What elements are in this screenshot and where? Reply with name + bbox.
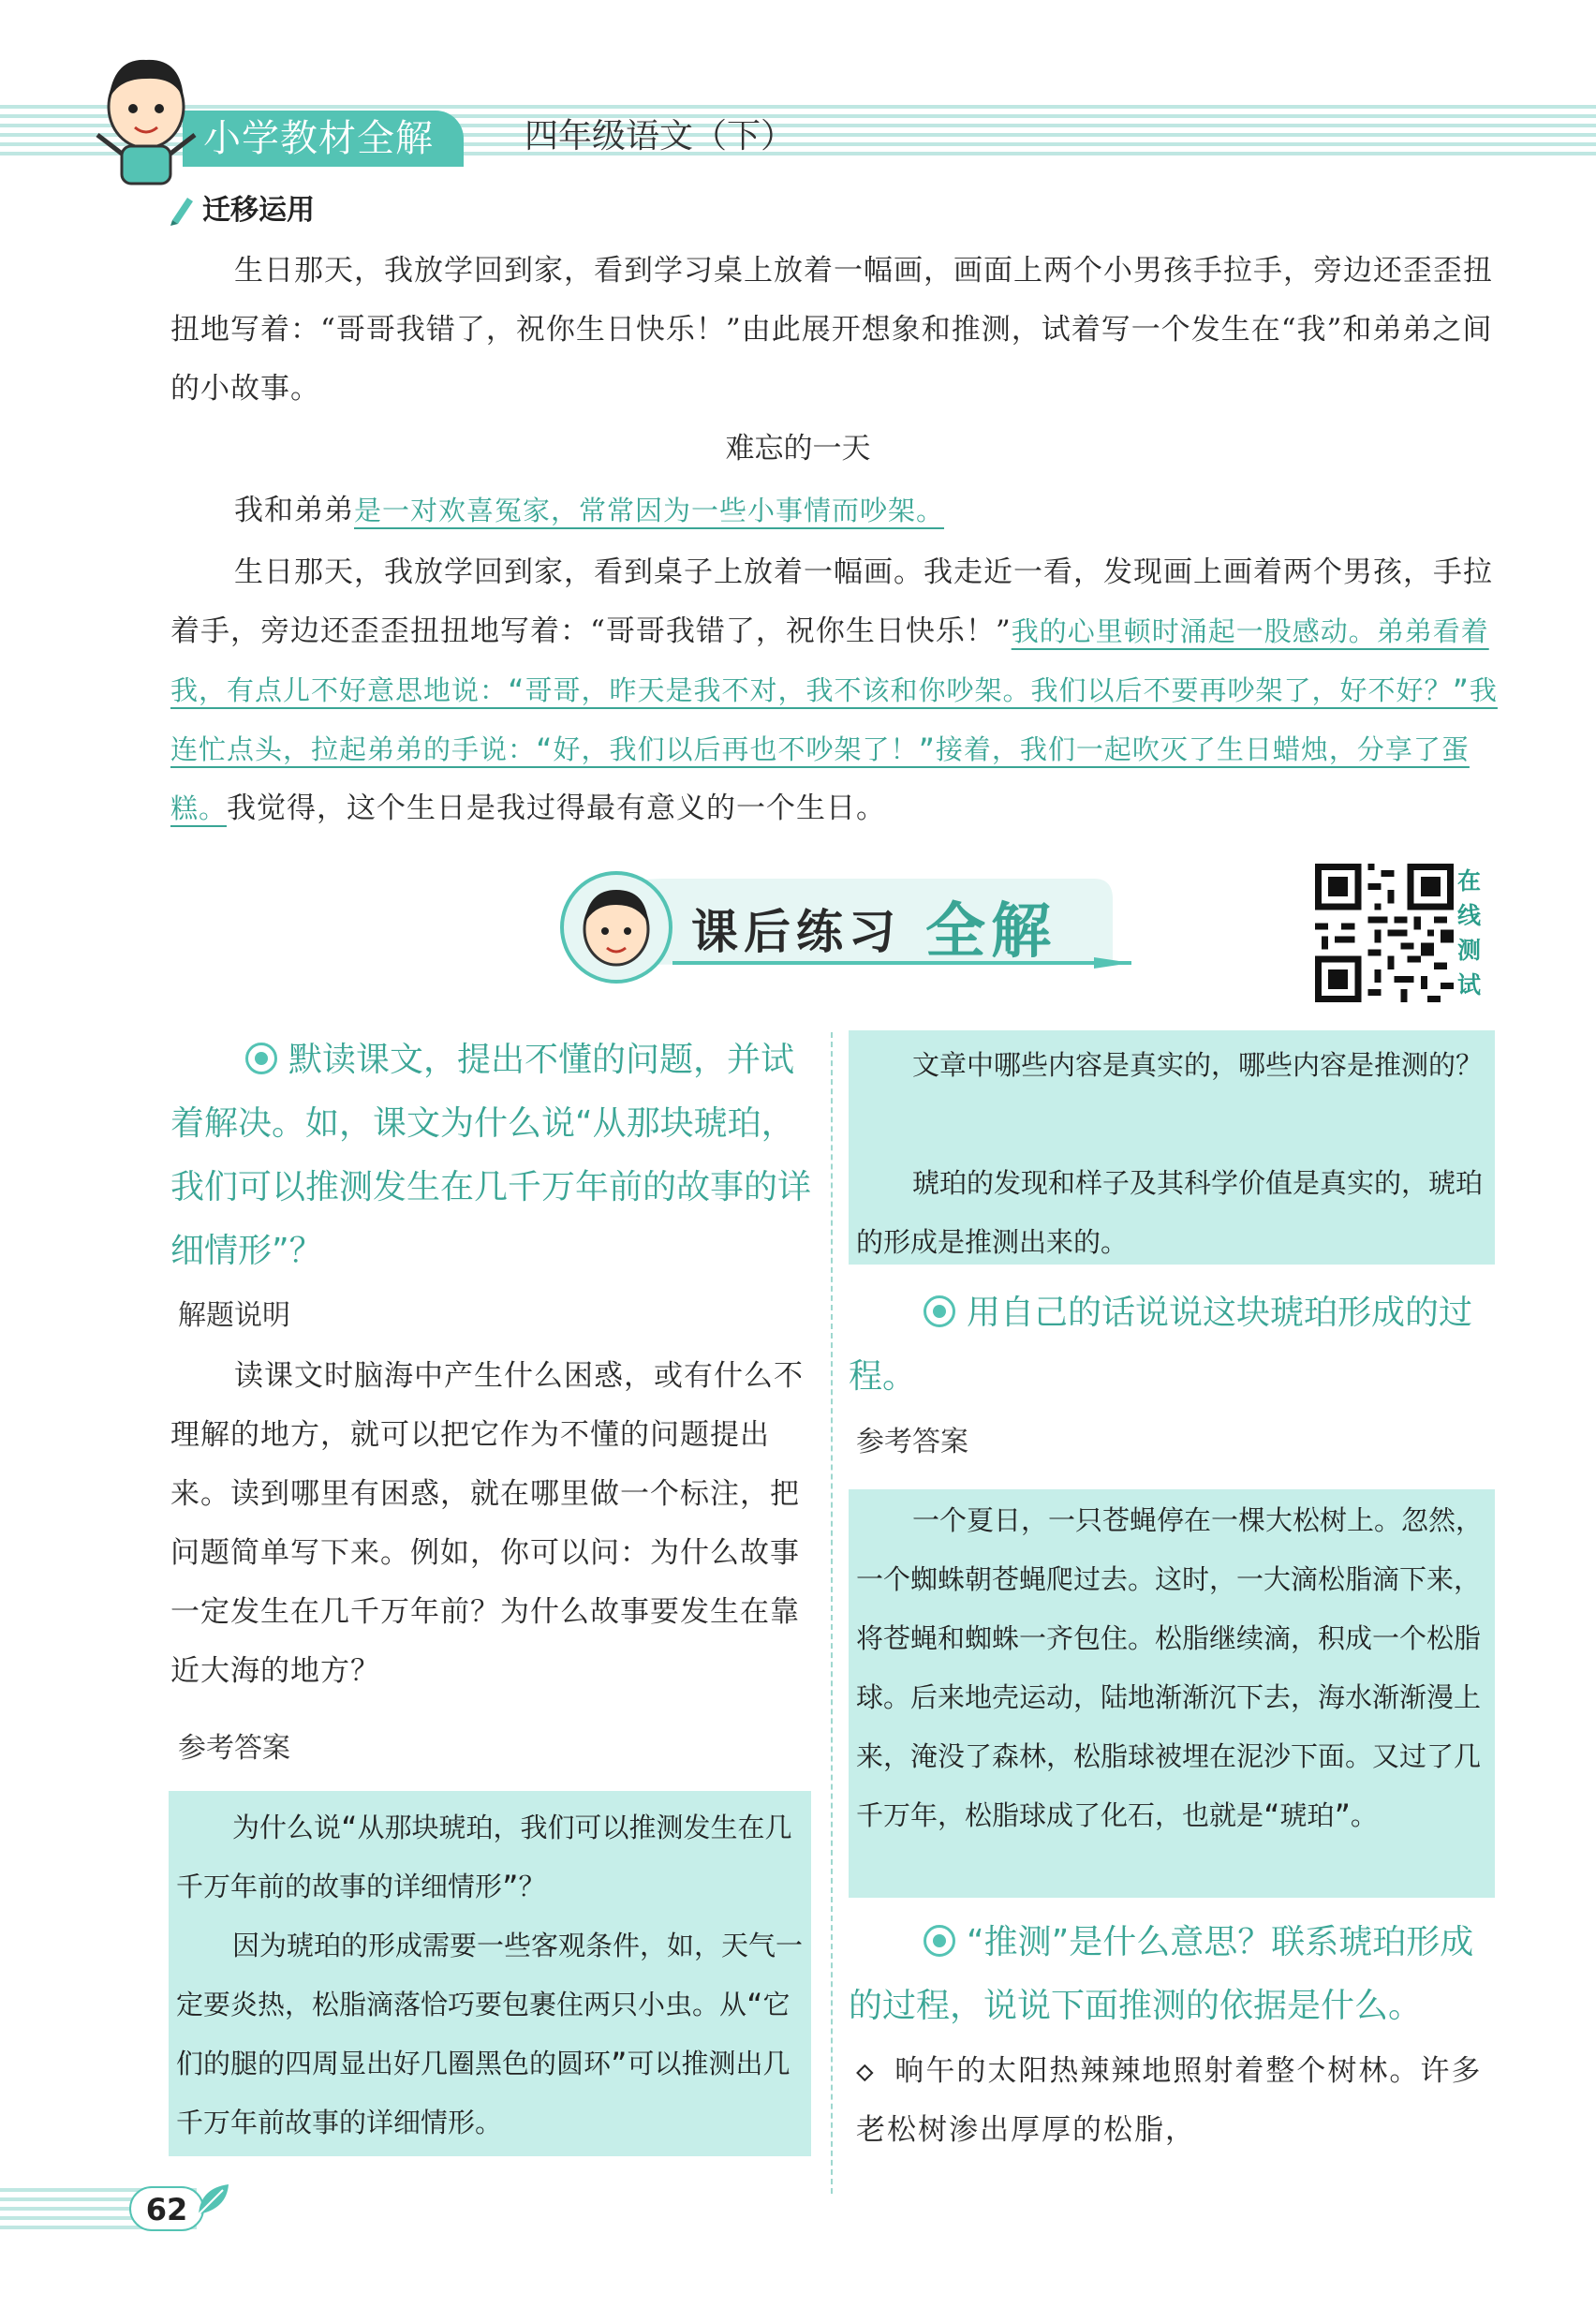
answer-2-text: 一个夏日，一只苍蝇停在一棵大松树上。忽然，一个蜘蛛朝苍蝇爬过去。这时，一大滴松脂滴下来，将苍蝇和蜘蛛一齐包住。松脂继续滴，积成一个松脂球。后来地壳运动，陆地渐渐沉下去，海水渐渐漫上来，淹没了森林，松脂球被埋在泥沙下面。又过了几千万年，松脂球成了化石，也就是“琥珀”。 <box>856 1504 1484 1831</box>
leaf-icon <box>195 2181 232 2218</box>
label-answer: 参考答案 <box>856 1426 968 1458</box>
exercises-banner <box>532 862 1131 993</box>
answer-text: 琥珀的发现和样子及其科学价值是真实的，琥珀的形成是推测出来的。 <box>856 1167 1484 1258</box>
banner-title-part1: 课后练习 <box>691 905 901 959</box>
label-explanation: 解题说明 <box>178 1299 290 1332</box>
book-title: 小学教材全解 <box>183 111 464 167</box>
story-line-1-prefix: 我和弟弟 <box>234 494 354 527</box>
question-3 <box>849 1911 1495 2038</box>
page-number: 62 <box>129 2186 204 2231</box>
qr-code-icon[interactable] <box>1315 864 1454 1002</box>
pen-icon <box>167 194 195 226</box>
online-test-label[interactable]: 在线测试 <box>1457 867 1482 999</box>
question-bullet-icon <box>924 1925 955 1957</box>
story-printed-text: 我觉得，这个生日是我过得最有意义的一个生日。 <box>227 792 887 825</box>
explanation-text: 读课文时脑海中产生什么困惑，或有什么不理解的地方，就可以把它作为不懂的问题提出来。读到哪里有困惑，就在哪里做一个标注，把问题简单写下来。例如，你可以问：为什么故事一定发生在几千万年前？为什么故事要发生在靠近大海的地方？ <box>170 1359 804 1688</box>
subject-title: 四年级语文（下） <box>525 117 795 155</box>
boy-mascot-icon <box>90 49 202 189</box>
question-3-passage: ◇ 晌午的太阳热辣辣地照射着整个树林。许多老松树渗出厚厚的松脂， <box>856 2054 1483 2147</box>
question-3-text: “推测”是什么意思？联系琥珀形成的过程，说说下面推测的依据是什么。 <box>849 1923 1474 2025</box>
question-bullet-icon <box>924 1295 955 1327</box>
question-1 <box>170 1028 817 1283</box>
section-title-transfer: 迁移运用 <box>202 194 315 227</box>
story-paragraph-2 <box>170 543 1500 838</box>
question-2-text: 用自己的话说说这块琥珀形成的过程。 <box>849 1294 1473 1396</box>
answer-1-question: 为什么说“从那块琥珀，我们可以推测发生在几千万年前的故事的详细情形”？ <box>176 1812 792 1902</box>
handwritten-text: 是一对欢喜冤家，常常因为一些小事情而吵架。 <box>354 495 945 526</box>
writing-prompt: 生日那天，我放学回到家，看到学习桌上放着一幅画，画面上两个小男孩手拉手，旁边还歪歪扭扭地写着：“哥哥我错了，祝你生日快乐！”由此展开想象和推测，试着写一个发生在“我”和弟弟之间的小故事。 <box>170 254 1493 406</box>
column-divider <box>831 1032 833 2194</box>
handwritten-text: 我的心里顿时涌起一股感动。弟弟看着我，有点儿不好意思地说：“哥哥，昨天是我不对，我不该和你吵架。我们以后不要再吵架了，好不好？”我连忙点头，拉起弟弟的手说：“好，我们以后再也不吵架了！”接着，我们一起吹灭了生日蜡烛，分享了蛋糕。 <box>170 615 1498 824</box>
banner-title-part2: 全解 <box>925 897 1057 967</box>
question-bullet-icon <box>245 1043 277 1074</box>
answer-question-text: 文章中哪些内容是真实的，哪些内容是推测的？ <box>912 1049 1484 1081</box>
question-2 <box>849 1281 1495 1409</box>
question-1-text: 默读课文，提出不懂的问题，并试着解决。如，课文为什么说“从那块琥珀，我们可以推测发生在几千万年前的故事的详细情形”？ <box>170 1041 812 1270</box>
label-answer: 参考答案 <box>178 1732 290 1765</box>
story-title: 难忘的一天 <box>725 432 871 466</box>
story-printed-text: 生日那天，我放学回到家，看到桌子上放着一幅画。我走近一看，发现画上画着两个男孩，手拉着手，旁边还歪歪扭扭地写着：“哥哥我错了，祝你生日快乐！” <box>170 555 1493 648</box>
answer-1-explanation: 因为琥珀的形成需要一些客观条件，如，天气一定要炎热，松脂滴落恰巧要包裹住两只小虫。从“它们的腿的四周显出好几圈黑色的圆环”可以推测出几千万年前故事的详细情形。 <box>176 1930 804 2138</box>
story-line-1 <box>234 481 944 540</box>
